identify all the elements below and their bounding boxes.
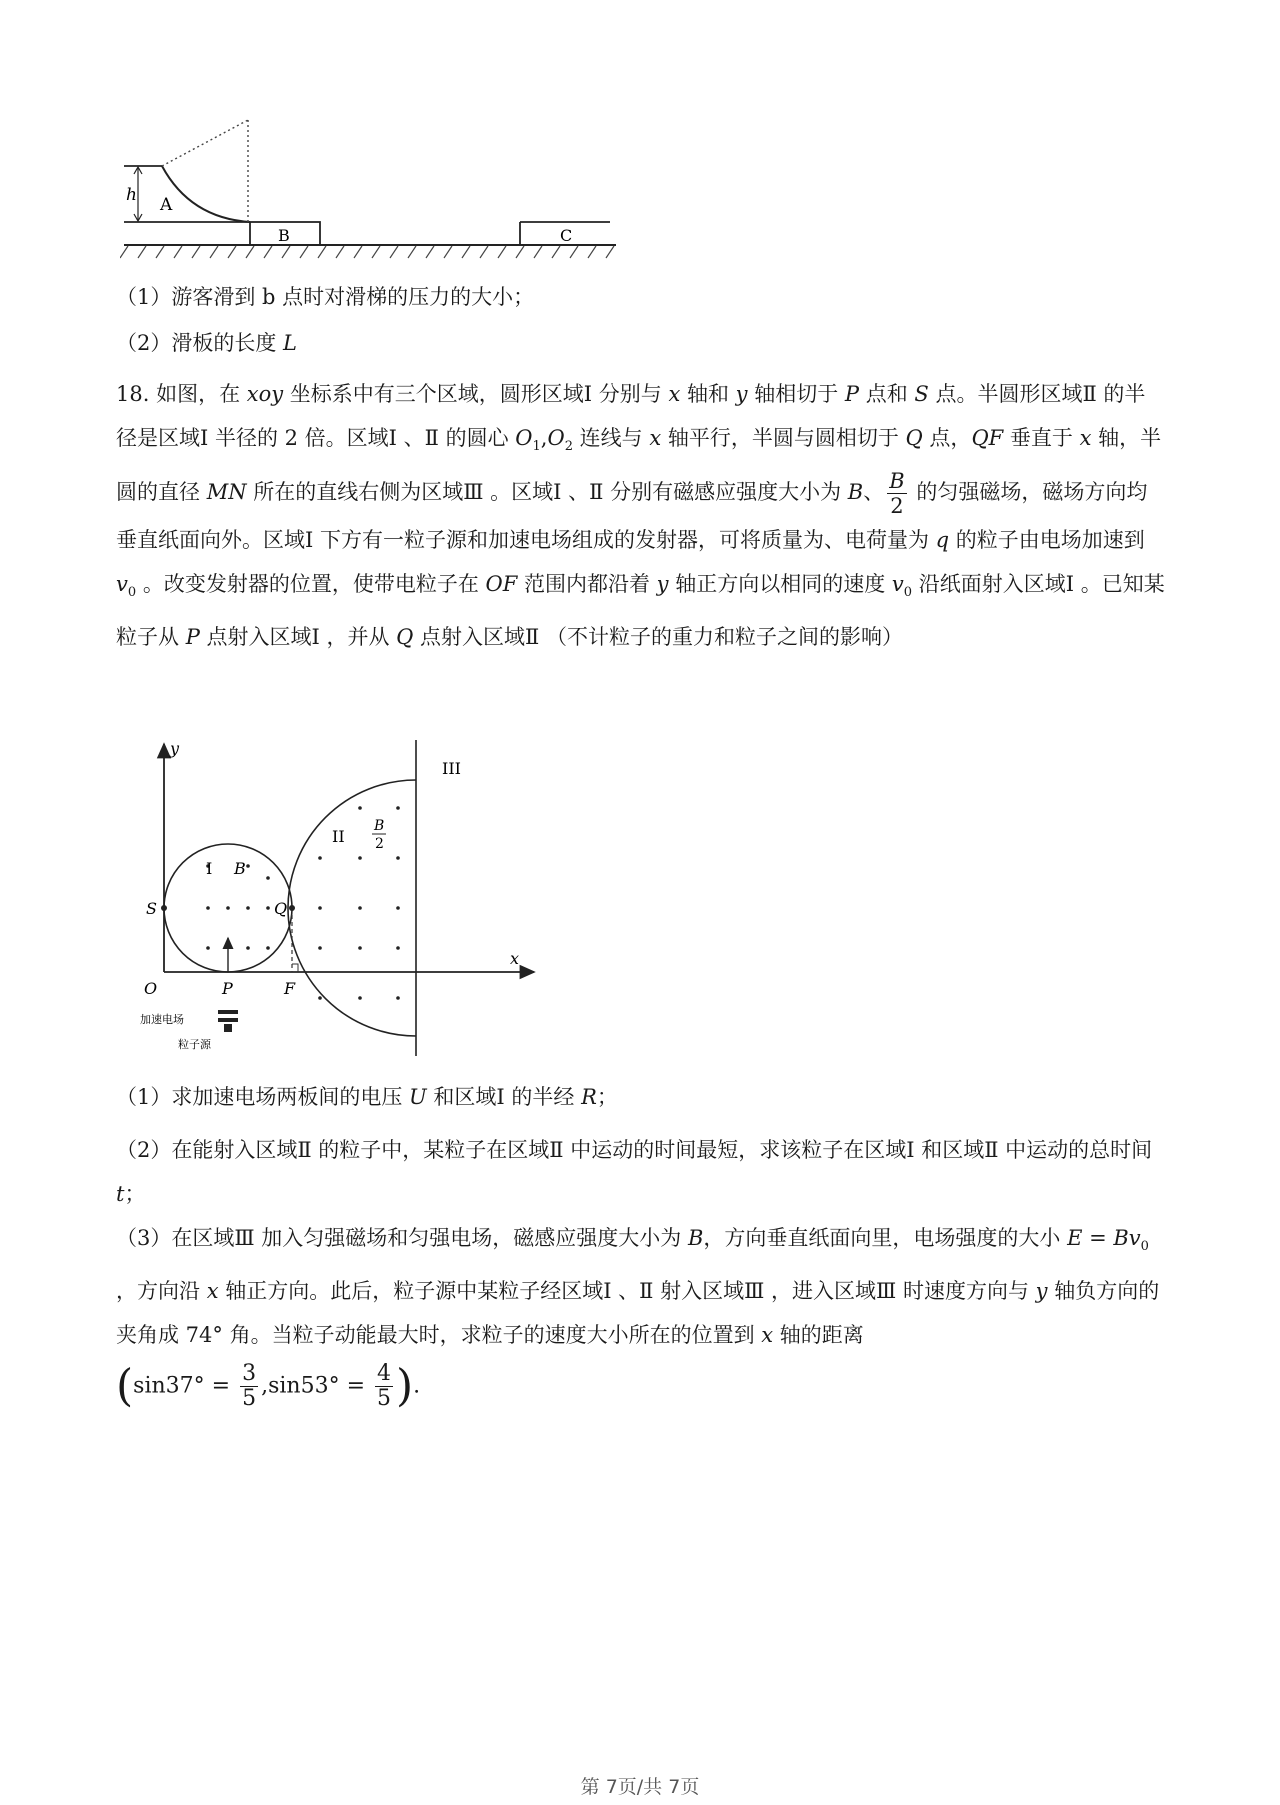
page-footer: 第 7页/共 7页 [580, 1776, 700, 1798]
figure-slide [120, 118, 620, 268]
q18-number: 18. [116, 382, 150, 406]
axis-y-label: y [170, 739, 180, 758]
q17-part1 [116, 282, 1166, 312]
sub-c4: 轴正方向。此后，粒子源中某粒子经区域Ⅰ 、Ⅱ 射入区域Ⅲ ，进入区域Ⅲ 时速度方向与 [218, 1279, 1036, 1303]
frac-3-5-den: 5 [242, 1386, 257, 1411]
sin37: sin37° = [133, 1373, 238, 1399]
q18-s20: 沿纸面射入区域Ⅰ 。已知某粒子从 [116, 572, 1165, 649]
sub-q1 [116, 1082, 1166, 1112]
q18-s1: 如图，在 [149, 382, 247, 406]
q17-p2-text: （2）滑板的长度 [116, 331, 284, 355]
q18-s4: 轴相切于 [747, 382, 845, 406]
q18-s2: 坐标系中有三个区域，圆形区域Ⅰ 分别与 [283, 382, 669, 406]
label-A: A [160, 195, 173, 215]
frac-4-5-num: 4 [377, 1361, 391, 1386]
axis-x-label: x [510, 949, 520, 968]
q18-QF: QF [971, 426, 1004, 450]
q18-x2: x [649, 426, 662, 450]
q18-s12: 所在的直线右侧为区域Ⅲ 。区域Ⅰ 、Ⅱ 分别有磁感应强度大小为 [246, 480, 848, 504]
q18-Q1: Q [905, 426, 923, 450]
q18-body [116, 372, 1166, 659]
q18-v0a-sub: 0 [127, 585, 137, 600]
figure-regions [140, 738, 560, 1058]
sub-U: U [409, 1085, 427, 1109]
q18-x1: x [668, 382, 681, 406]
q17-p2-L: L [283, 331, 297, 355]
sub-E-sub: 0 [1140, 1239, 1149, 1254]
q18-S1: S [914, 382, 929, 406]
q18-xoy: xoy [246, 382, 284, 406]
sub-a2: 和区域Ⅰ 的半经 [426, 1085, 582, 1109]
label-region-I: I [206, 859, 213, 878]
q18-s19: 轴正方向以相同的速度 [668, 572, 892, 596]
label-C: C [560, 226, 573, 245]
label-Q: Q [274, 899, 288, 918]
q18-O2: O [547, 426, 565, 450]
sub-c1: （3）在区域Ⅲ 加入匀强磁场和匀强电场，磁感应强度大小为 [116, 1226, 688, 1250]
sub-q2 [116, 1128, 1166, 1216]
sub-b1: （2）在能射入区域Ⅱ 的粒子中，某粒子在区域Ⅱ 中运动的时间最短，求该粒子在区域Ⅰ 和区域Ⅱ 中运动的总时间 [116, 1138, 1153, 1162]
q18-s13: 、 [863, 480, 885, 504]
q18-s21: 点射入区域Ⅰ ，并从 [199, 625, 397, 649]
q18-frac-den: 2 [890, 494, 904, 518]
label-source: 粒子源 [178, 1038, 211, 1051]
q18-O1-sub: 1 [532, 439, 541, 454]
label-region-II: II [332, 827, 345, 846]
q18-fraction-B-2 [887, 469, 906, 518]
sub-cx2: x [761, 1323, 774, 1347]
q18-s18: 范围内都沿着 [517, 572, 657, 596]
label-region-III: III [442, 759, 461, 778]
sub-R: R [581, 1085, 597, 1109]
emitter-icon [218, 1010, 238, 1032]
sub-cy: y [1035, 1279, 1048, 1303]
q18-frac-num: B [889, 469, 905, 493]
label-O: O [144, 979, 158, 998]
sin53: ,sin53° = [261, 1373, 372, 1399]
point-S [161, 905, 167, 911]
q18-s15: 磁场方向均垂直纸面向外。区域Ⅰ 下方有一粒子源和加速电场组成的发射器，可将质量为、电荷量为 [116, 480, 1148, 552]
q18-P2: P [185, 625, 200, 649]
label-F: F [284, 979, 296, 998]
q18-Q2: Q [396, 625, 414, 649]
q18-q: q [935, 528, 950, 552]
sub-b2: ； [124, 1182, 146, 1206]
label-region-II-frac-num: B [374, 818, 385, 834]
sub-c5: 轴负方向的夹角成 74° 角。当粒子动能最大时，求粒子的速度大小所在的位置到 [116, 1279, 1160, 1347]
sub-c2: ，方向垂直纸面向里，电场强度的大小 [703, 1226, 1068, 1250]
q18-paragraph [116, 372, 1166, 659]
label-B: B [278, 226, 290, 245]
q18-s17: 。改变发射器的位置，使带电粒子在 [136, 572, 486, 596]
q18-x3: x [1079, 426, 1092, 450]
label-S: S [146, 899, 157, 918]
q18-v0b: v [891, 572, 904, 596]
q18-y1: y [735, 382, 748, 406]
q17-p1: （1）游客滑到 b 点时对滑梯的压力的大小； [116, 285, 535, 309]
q18-s5: 点和 [859, 382, 915, 406]
q18-P1: P [844, 382, 860, 406]
sub-E: E = Bv [1067, 1226, 1141, 1250]
q18-s16: 的粒子由电场加速到 [949, 528, 1145, 552]
q18-s10: 垂直于 [1003, 426, 1080, 450]
label-P: P [222, 979, 233, 998]
sin-end: . [413, 1373, 421, 1399]
q18-B1: B [847, 480, 864, 504]
q18-OF: OF [485, 572, 518, 596]
frac-3-5-num: 3 [242, 1361, 257, 1386]
sub-c3: ，方向沿 [116, 1279, 207, 1303]
q18-v0b-sub: 0 [903, 585, 913, 600]
q18-s22: 点射入区域Ⅱ （不计粒子的重力和粒子之间的影响） [413, 625, 903, 649]
q18-y2: y [656, 572, 669, 596]
sub-cx: x [206, 1279, 219, 1303]
q18-s11: 轴，半圆的直径 [116, 426, 1162, 504]
q18-MN: MN [206, 480, 247, 504]
q18-s7: 连线与 [572, 426, 650, 450]
frac-4-5 [375, 1362, 393, 1411]
q18-s3: 轴和 [680, 382, 736, 406]
q18-s14: 的匀强磁场， [909, 480, 1043, 504]
label-field: 加速电场 [140, 1013, 184, 1026]
sub-cB: B [687, 1226, 704, 1250]
q18-s9: 点， [922, 426, 972, 450]
sub-q3 [116, 1216, 1166, 1357]
label-region-II-frac-den: 2 [375, 836, 384, 852]
q18-s6: 点。半圆形区域Ⅱ 的半径是区域Ⅰ 半径的 2 倍。区域Ⅰ 、Ⅱ 的圆心 [116, 382, 1146, 450]
sub-c6: 轴的距离 [773, 1323, 864, 1347]
q18-O2-sub: 2 [564, 439, 573, 454]
q18-v0a: v [116, 572, 128, 596]
ground-hatching [120, 246, 614, 258]
sin-values: (sin37° = $\frac{3}{5}$ ,sin53° = $\frac{4}{5}$ ). [116, 1360, 421, 1412]
label-region-I-B: B [234, 859, 246, 878]
sub-a1: （1）求加速电场两板间的电压 [116, 1085, 410, 1109]
field-dots-II [318, 806, 400, 1000]
frac-4-5-den: 5 [377, 1386, 391, 1411]
point-Q [289, 905, 295, 911]
label-h: h [126, 185, 137, 205]
q18-comma: , [540, 426, 548, 450]
frac-3-5 [240, 1362, 258, 1411]
q18-s8: 轴平行，半圆与圆相切于 [661, 426, 906, 450]
q18-O1: O [515, 426, 533, 450]
sub-a3: ； [596, 1085, 618, 1109]
sub-t: t [116, 1182, 125, 1206]
q17-part2 [116, 328, 1166, 358]
